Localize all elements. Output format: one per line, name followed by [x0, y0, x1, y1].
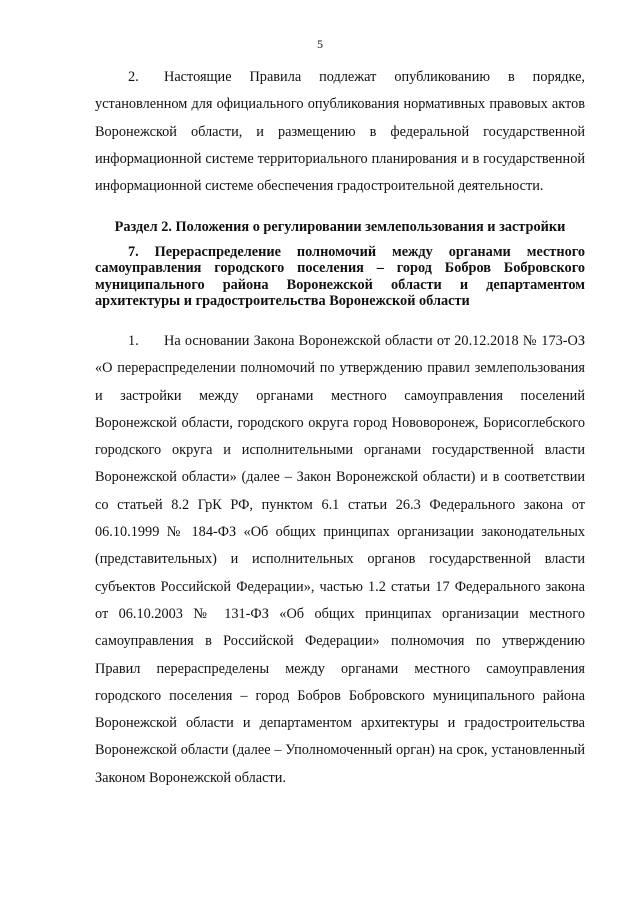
paragraph-number: 1.	[128, 332, 139, 349]
document-body	[95, 64, 585, 792]
page-number: 5	[317, 37, 323, 51]
paragraph-publication	[95, 64, 585, 200]
section-title: Раздел 2. Положения о регулировании землепользования и застройки	[114, 219, 566, 236]
article-title: 7. Перераспределение полномочий между органами местного самоуправления городского поселения – город Бобров Бобровского муниципального района Воронежской области и департаментом архитектуры и градостроительства Воронежской области	[95, 243, 585, 310]
paragraph-text: На основании Закона Воронежской области от 20.12.2018 № 173-ОЗ «О перераспределении полномочий по утверждению правил землепользования и застройки между органами местного самоуправления поселений Воронежской области, городского округа город Нововоронеж, Борисоглебского городского округа и исполнительными органами государственной власти Воронежской области» (далее – Закон Воронежской области) и в соответствии со статьей 8.2 ГрК РФ, пунктом 6.1 статьи 26.3 Федерального закона от 06.10.1999 № 184-ФЗ «Об общих принципах организации законодательных (представительных) и исполнительных органов государственной власти субъектов Российской Федерации», частью 1.2 статьи 17 Федерального закона от 06.10.2003 № 131-ФЗ «Об общих принципах организации местного самоуправления в Российской Федерации» полномочия по утверждению Правил перераспределены между органами местного самоуправления городского поселения – город Бобров Бобровского муниципального района Воронежской области и департаментом архитектуры и градостроительства Воронежской области (далее – Уполномоченный орган) на срок, установленный Законом Воронежской области.	[95, 332, 585, 786]
paragraph-text: Настоящие Правила подлежат опубликованию в порядке, установленном для официального опубликования нормативных правовых актов Воронежской области, и размещению в федеральной государственной информационной системе территориального планирования и в государственной информационной системе обеспечения градостроительной деятельности.	[95, 69, 585, 195]
paragraph-number: 2.	[128, 69, 139, 85]
paragraph-redistribution	[95, 328, 585, 792]
